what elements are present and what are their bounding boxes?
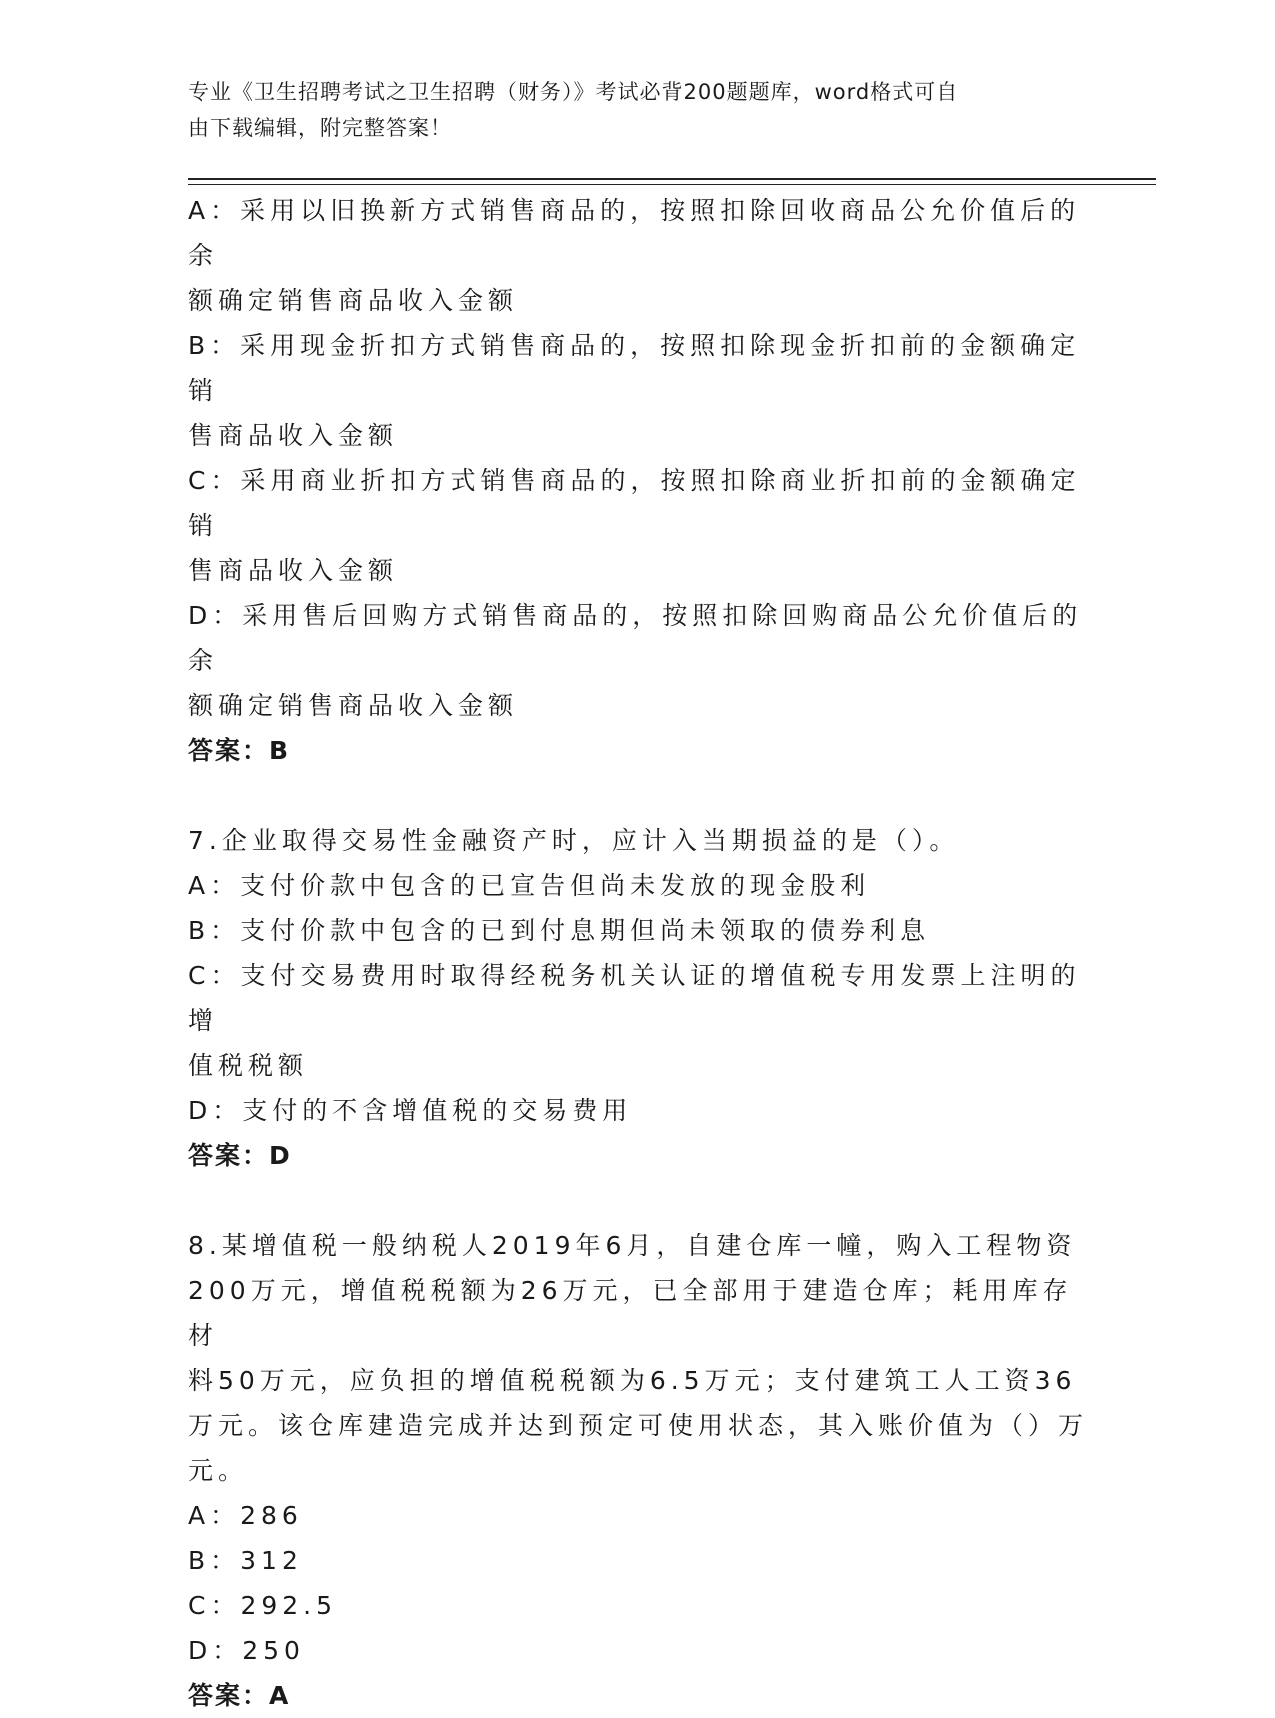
header-divider-thin	[188, 184, 1156, 185]
option-a: A：支付价款中包含的已宣告但尚未发放的现金股利	[188, 871, 871, 900]
option-a: A：286	[188, 1501, 303, 1530]
question-stem-line-2: 200万元，增值税税额为26万元，已全部用于建造仓库；耗用库存材	[188, 1276, 1073, 1350]
document-header	[188, 74, 1068, 146]
question-6-options	[188, 188, 1088, 773]
question-content	[188, 188, 1088, 1718]
option-b: B：支付价款中包含的已到付息期但尚未领取的债券利息	[188, 916, 931, 945]
option-d-line-2: 额确定销售商品收入金额	[188, 691, 519, 720]
option-d: D：支付的不含增值税的交易费用	[188, 1096, 633, 1125]
answer-label: 答案：A	[188, 1681, 291, 1710]
option-a-line-2: 额确定销售商品收入金额	[188, 286, 519, 315]
question-8	[188, 1223, 1088, 1718]
header-line-1: 专业《卫生招聘考试之卫生招聘（财务）》考试必背200题题库，word格式可自	[188, 80, 959, 104]
option-c-line-1: C：采用商业折扣方式销售商品的，按照扣除商业折扣前的金额确定销	[188, 466, 1081, 540]
option-c-line-2: 售商品收入金额	[188, 556, 399, 585]
question-stem-line-3: 料50万元，应负担的增值税税额为6.5万元；支付建筑工人工资36	[188, 1366, 1077, 1395]
answer-label: 答案：D	[188, 1141, 292, 1170]
question-stem-line-4: 万元。该仓库建造完成并达到预定可使用状态，其入账价值为（）万	[188, 1411, 1089, 1440]
question-7	[188, 818, 1088, 1178]
question-stem-line-5: 元。	[188, 1456, 249, 1485]
option-b-line-2: 售商品收入金额	[188, 421, 399, 450]
spacer	[188, 1178, 1088, 1223]
option-a-line-1: A：采用以旧换新方式销售商品的，按照扣除回收商品公允价值后的余	[188, 196, 1081, 270]
header-line-2: 由下载编辑，附完整答案！	[188, 116, 452, 140]
option-d-line-1: D：采用售后回购方式销售商品的，按照扣除回购商品公允价值后的余	[188, 601, 1083, 675]
question-stem-line-1: 8.某增值税一般纳税人2019年6月，自建仓库一幢，购入工程物资	[188, 1231, 1077, 1260]
question-stem: 7.企业取得交易性金融资产时，应计入当期损益的是（）。	[188, 826, 960, 855]
spacer	[188, 773, 1088, 818]
option-b-line-1: B：采用现金折扣方式销售商品的，按照扣除现金折扣前的金额确定销	[188, 331, 1081, 405]
option-b: B：312	[188, 1546, 303, 1575]
option-c-line-1: C：支付交易费用时取得经税务机关认证的增值税专用发票上注明的增	[188, 961, 1081, 1035]
option-d: D：250	[188, 1636, 305, 1665]
option-c-line-2: 值税税额	[188, 1051, 309, 1080]
header-divider-thick	[188, 178, 1156, 180]
option-c: C：292.5	[188, 1591, 338, 1620]
answer-label: 答案：B	[188, 736, 291, 765]
